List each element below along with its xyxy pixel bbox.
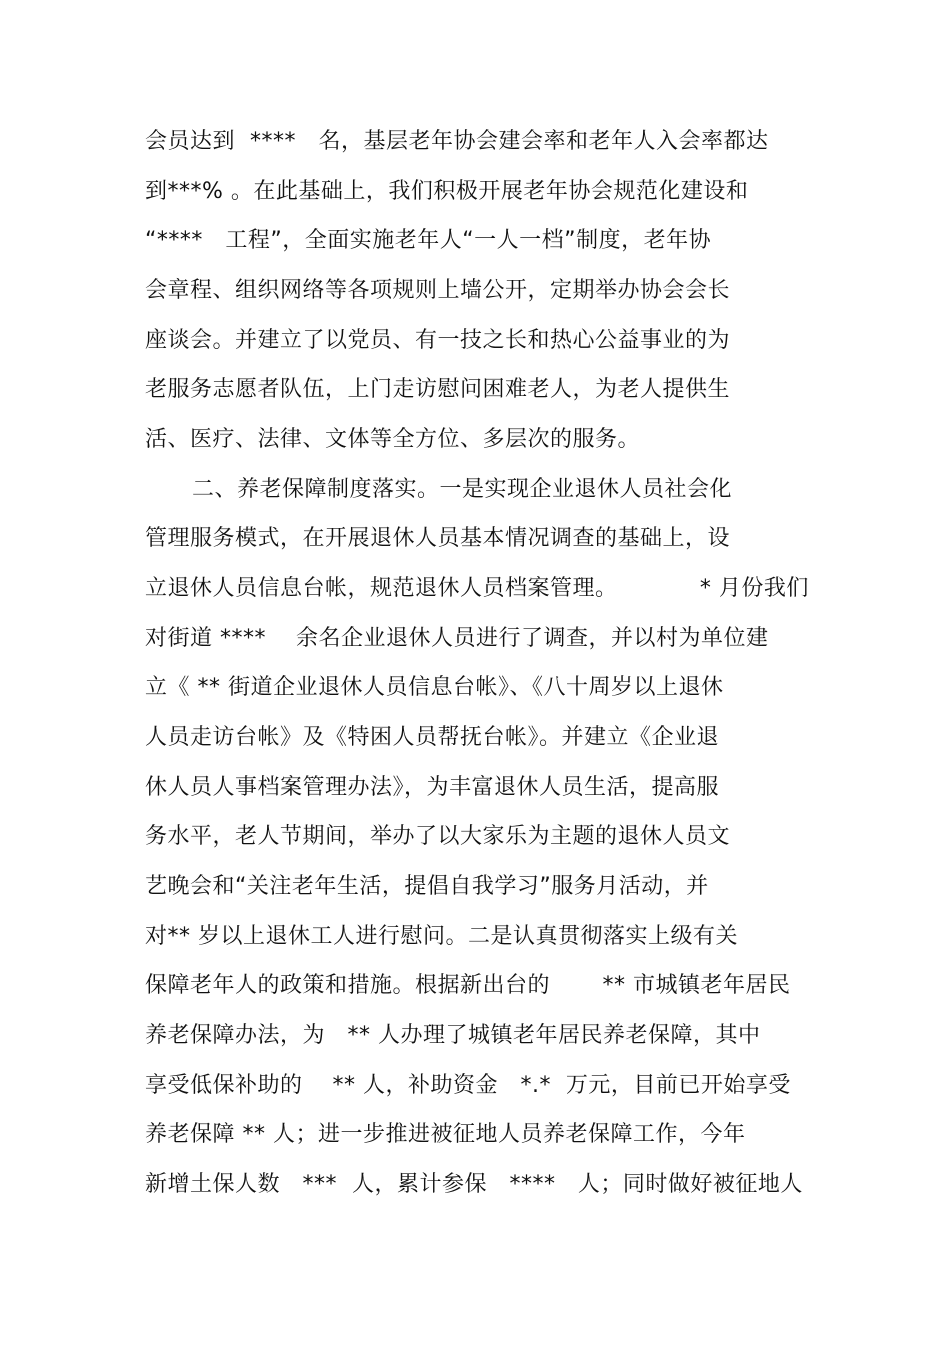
text-line: 人员走访台帐》及《特困人员帮抚台帐》。并建立《企业退 [145, 725, 720, 750]
text-line: 对街道 **** 余名企业退休人员进行了调查，并以村为单位建 [145, 626, 769, 651]
text-line: 保障老年人的政策和措施。根据新出台的 ** 市城镇老年居民 [145, 973, 791, 998]
text-line: 享受低保补助的 ** 人，补助资金 *.* 万元，目前已开始享受 [145, 1073, 791, 1098]
text-line: 座谈会。并建立了以党员、有一技之长和热心公益事业的为 [145, 328, 731, 353]
text-line: 到***% 。在此基础上，我们积极开展老年协会规范化建设和 [145, 179, 749, 204]
text-line: 对** 岁以上退休工人进行慰问。二是认真贯彻落实上级有关 [145, 924, 738, 949]
text-line: 立《 ** 街道企业退休人员信息台帐》、《八十周岁以上退休 [145, 675, 724, 700]
paragraph-heading-line: 二、养老保障制度落实。一是实现企业退休人员社会化 [192, 477, 733, 502]
text-line: 会章程、组织网络等各项规则上墙公开，定期举办协会会长 [145, 278, 731, 303]
text-line: 新增土保人数 *** 人，累计参保 **** 人；同时做好被征地人 [145, 1172, 803, 1197]
text-line: 老服务志愿者队伍，上门走访慰问困难老人，为老人提供生 [145, 377, 731, 402]
text-line: 艺晚会和“关注老年生活，提倡自我学习”服务月活动，并 [145, 874, 709, 899]
text-line: 活、医疗、法律、文体等全方位、多层次的服务。 [145, 427, 641, 452]
text-line: “**** 工程”，全面实施老年人“一人一档”制度，老年协 [145, 228, 712, 253]
text-line: 休人员人事档案管理办法》，为丰富退休人员生活，提高服 [145, 775, 720, 800]
text-line: 立退休人员信息台帐，规范退休人员档案管理。 * 月份我们 [145, 576, 809, 601]
text-line: 养老保障 ** 人；进一步推进被征地人员养老保障工作，今年 [145, 1122, 746, 1147]
text-line: 管理服务模式，在开展退休人员基本情况调查的基础上，设 [145, 526, 731, 551]
text-line: 会员达到 **** 名，基层老年协会建会率和老年人入会率都达 [145, 129, 769, 154]
text-line: 务水平，老人节期间，举办了以大家乐为主题的退休人员文 [145, 824, 731, 849]
text-line: 养老保障办法，为 ** 人办理了城镇老年居民养老保障，其中 [145, 1023, 761, 1048]
